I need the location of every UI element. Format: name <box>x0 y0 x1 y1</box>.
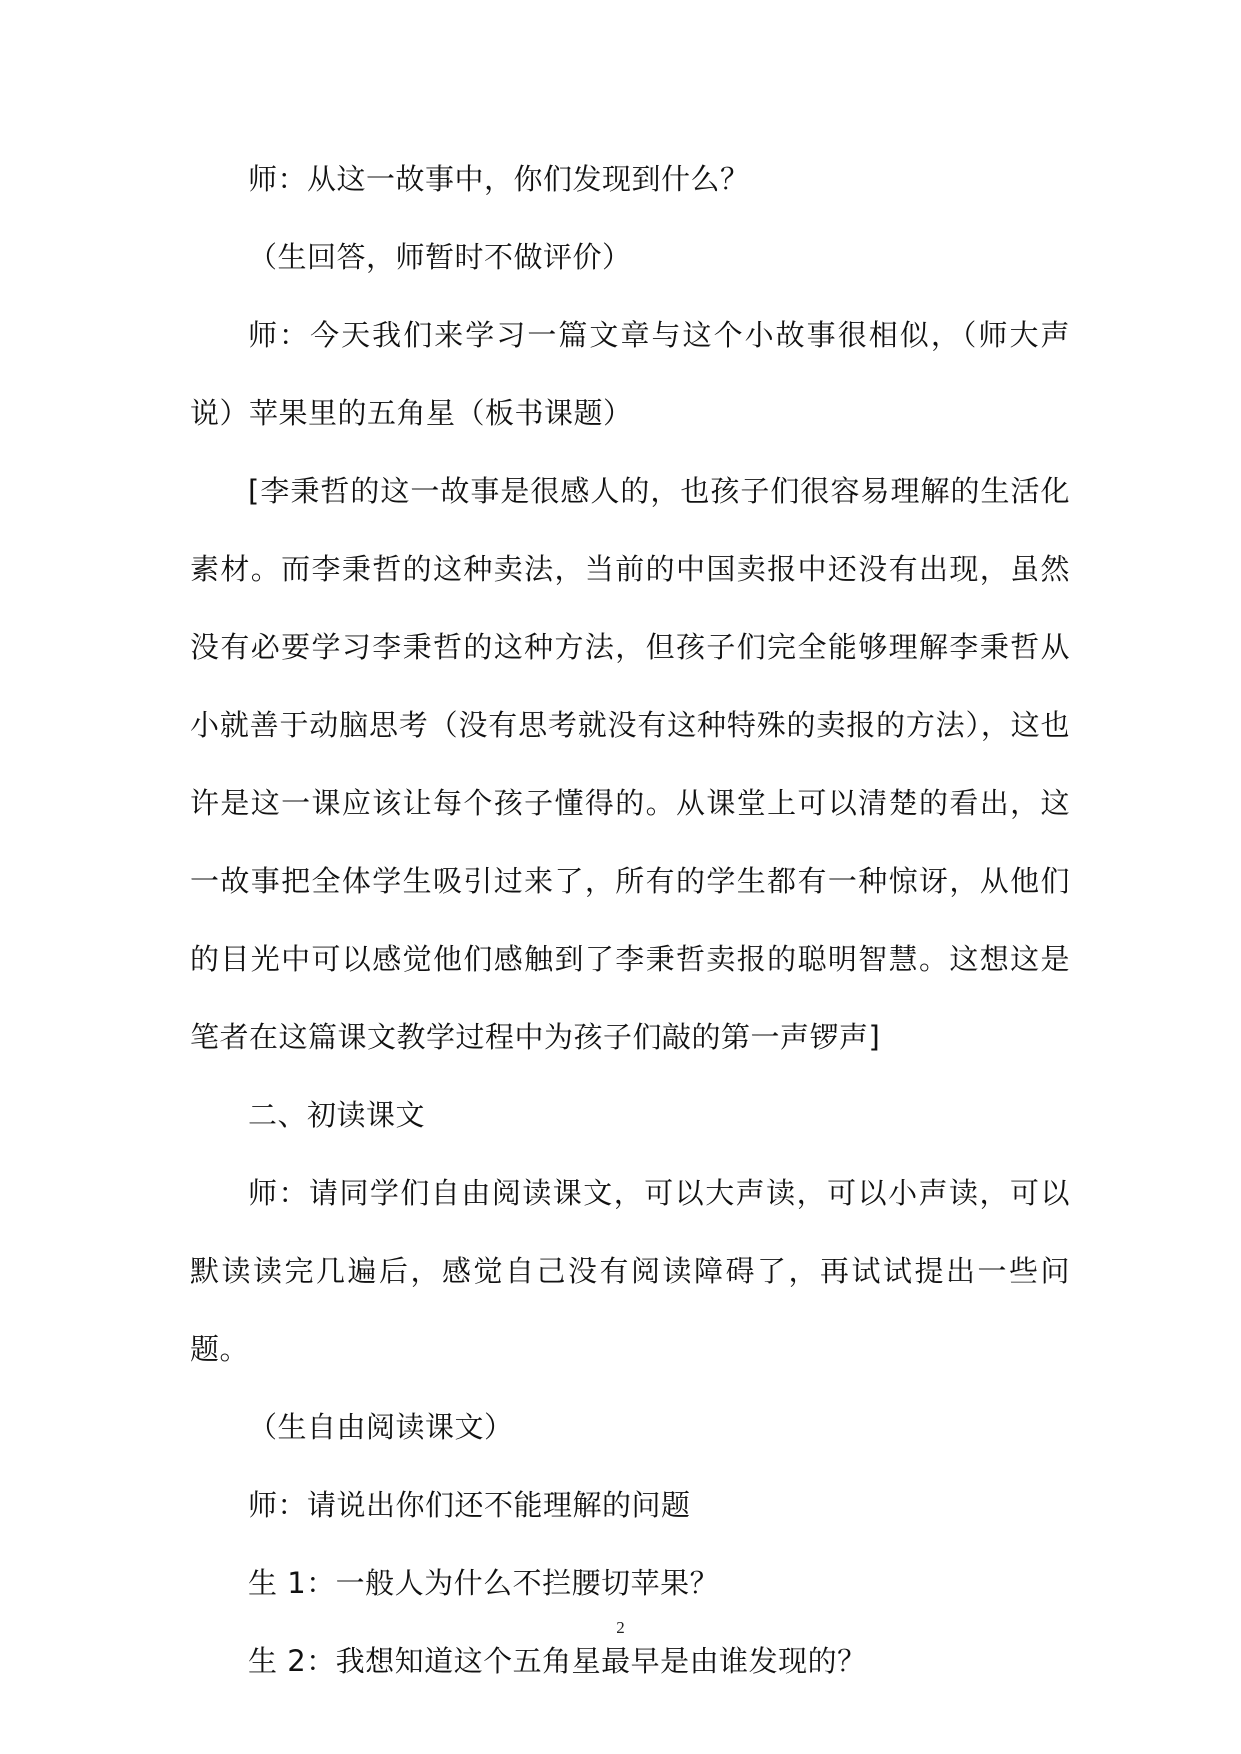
paragraph-student-reading: （生自由阅读课文） <box>248 1410 514 1444</box>
paragraph-lesson-intro: 师：今天我们来学习一篇文章与这个小故事很相似，（师大声说）苹果里的五角星（板书课题） <box>190 318 1070 430</box>
page-number: 2 <box>616 1618 625 1637</box>
section-heading-first-reading: 二、初读课文 <box>248 1098 426 1132</box>
document-body <box>190 140 1070 1700</box>
paragraph-commentary: [李秉哲的这一故事是很感人的，也孩子们很容易理解的生活化素材。而李秉哲的这种卖法，当前的中国卖报中还没有出现，虽然没有必要学习李秉哲的这种方法，但孩子们完全能够理解李秉哲从小就善于动脑思考（没有思考就没有这种特殊的卖报的方法），这也许是这一课应该让每个孩子懂得的。从课堂上可以清楚的看出，这一故事把全体学生吸引过来了，所有的学生都有一种惊讶，从他们的目光中可以感觉他们感触到了李秉哲卖报的聪明智慧。这想这是笔者在这篇课文教学过程中为孩子们敲的第一声锣声] <box>190 474 1070 1054</box>
paragraph-teacher-prompt: 师：请说出你们还不能理解的问题 <box>248 1488 691 1522</box>
paragraph-student-2: 生 2：我想知道这个五角星最早是由谁发现的？ <box>248 1644 867 1678</box>
paragraph-student-1: 生 1：一般人为什么不拦腰切苹果？ <box>248 1566 720 1600</box>
paragraph-reading-instruction: 师：请同学们自由阅读课文，可以大声读，可以小声读，可以默读读完几遍后，感觉自己没有阅读障碍了，再试试提出一些问题。 <box>190 1176 1070 1366</box>
paragraph-student-answer: （生回答，师暂时不做评价） <box>248 240 632 274</box>
paragraph-teacher-question: 师：从这一故事中，你们发现到什么？ <box>248 162 750 196</box>
